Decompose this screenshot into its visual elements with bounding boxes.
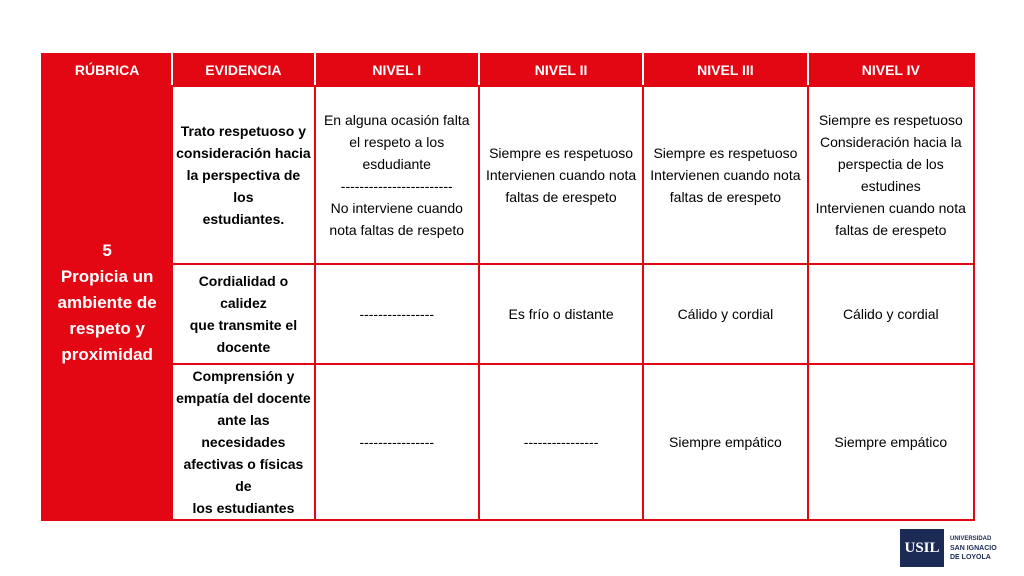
cell-text: estudines xyxy=(860,178,921,194)
table-row xyxy=(42,264,974,364)
level-cell xyxy=(479,86,643,264)
cell-text: perspectia de los xyxy=(837,156,944,172)
cell-text: Cordialidad o calidez xyxy=(198,273,289,311)
header-nivel-4: NIVEL IV xyxy=(808,54,974,86)
evidence-cell xyxy=(172,364,314,520)
logo-text-line: DE LOYOLA xyxy=(950,553,991,561)
level-cell xyxy=(315,264,479,364)
level-cell xyxy=(643,86,807,264)
cell-text: la perspectiva de los xyxy=(186,167,301,205)
cell-text: ---------------- xyxy=(523,434,599,450)
header-row xyxy=(42,54,974,86)
cell-text: ------------------------ xyxy=(340,178,453,194)
cell-text: Cálido y cordial xyxy=(842,306,939,322)
cell-text: los estudiantes xyxy=(192,500,295,516)
cell-text: afectivas o físicas de xyxy=(183,456,304,494)
cell-text: Intervienen cuando nota xyxy=(815,200,966,216)
level-cell xyxy=(808,86,974,264)
cell-text: Siempre empático xyxy=(669,434,782,450)
cell-text: Comprensión y xyxy=(192,368,295,384)
cell-text: consideración hacia xyxy=(176,145,311,161)
logo-mark: USIL xyxy=(900,529,944,567)
cell-text: empatía del docente xyxy=(176,390,311,406)
cell-text: No interviene cuando xyxy=(330,200,463,216)
cell-text: docente xyxy=(216,339,271,355)
cell-text: Cálido y cordial xyxy=(677,306,774,322)
evidence-cell xyxy=(172,264,314,364)
cell-text: ---------------- xyxy=(359,434,435,450)
rubric-number: 5 xyxy=(102,241,112,260)
header-evidencia: EVIDENCIA xyxy=(172,54,314,86)
cell-text: Consideración hacia la xyxy=(819,134,962,150)
header-rubrica: RÚBRICA xyxy=(42,54,172,86)
cell-text: faltas de erespeto xyxy=(669,189,782,205)
level-cell xyxy=(808,264,974,364)
cell-text: faltas de erespeto xyxy=(505,189,617,205)
cell-text: ante las necesidades xyxy=(201,412,286,450)
usil-logo xyxy=(900,528,1016,568)
cell-text: Siempre es respetuoso xyxy=(489,145,634,161)
header-nivel-2: NIVEL II xyxy=(479,54,643,86)
cell-text: que transmite el xyxy=(189,317,298,333)
level-cell xyxy=(808,364,974,520)
level-cell xyxy=(643,364,807,520)
level-cell xyxy=(315,86,479,264)
cell-text: Siempre es respetuoso xyxy=(818,112,963,128)
cell-text: esdudiante xyxy=(362,156,431,172)
header-nivel-3: NIVEL III xyxy=(643,54,807,86)
logo-text-line: UNIVERSIDAD xyxy=(950,535,992,542)
rubric-text: Propicia un xyxy=(60,267,154,286)
logo-text xyxy=(950,535,997,562)
level-cell xyxy=(479,264,643,364)
rubric-text: respeto y xyxy=(69,319,145,338)
header-nivel-1: NIVEL I xyxy=(315,54,479,86)
table-row xyxy=(42,86,974,264)
cell-text: nota faltas de respeto xyxy=(329,222,465,238)
rubric-text: proximidad xyxy=(61,345,153,364)
level-cell xyxy=(643,264,807,364)
cell-text: Trato respetuoso y xyxy=(180,123,307,139)
cell-text: el respeto a los xyxy=(349,134,445,150)
cell-text: Intervienen cuando nota xyxy=(650,167,801,183)
cell-text: Intervienen cuando nota xyxy=(485,167,637,183)
rubric-cell xyxy=(42,86,172,520)
rubric-table xyxy=(41,53,975,521)
cell-text: faltas de erespeto xyxy=(835,222,947,238)
cell-text: ---------------- xyxy=(359,306,435,322)
cell-text: Siempre empático xyxy=(834,434,948,450)
level-cell xyxy=(315,364,479,520)
logo-text-line: SAN IGNACIO xyxy=(950,544,997,552)
evidence-cell xyxy=(172,86,314,264)
cell-text: Es frío o distante xyxy=(508,306,614,322)
table-row xyxy=(42,364,974,520)
level-cell xyxy=(479,364,643,520)
cell-text: En alguna ocasión falta xyxy=(323,112,470,128)
cell-text: Siempre es respetuoso xyxy=(653,145,798,161)
rubric-text: ambiente de xyxy=(57,293,157,312)
cell-text: estudiantes. xyxy=(202,211,285,227)
